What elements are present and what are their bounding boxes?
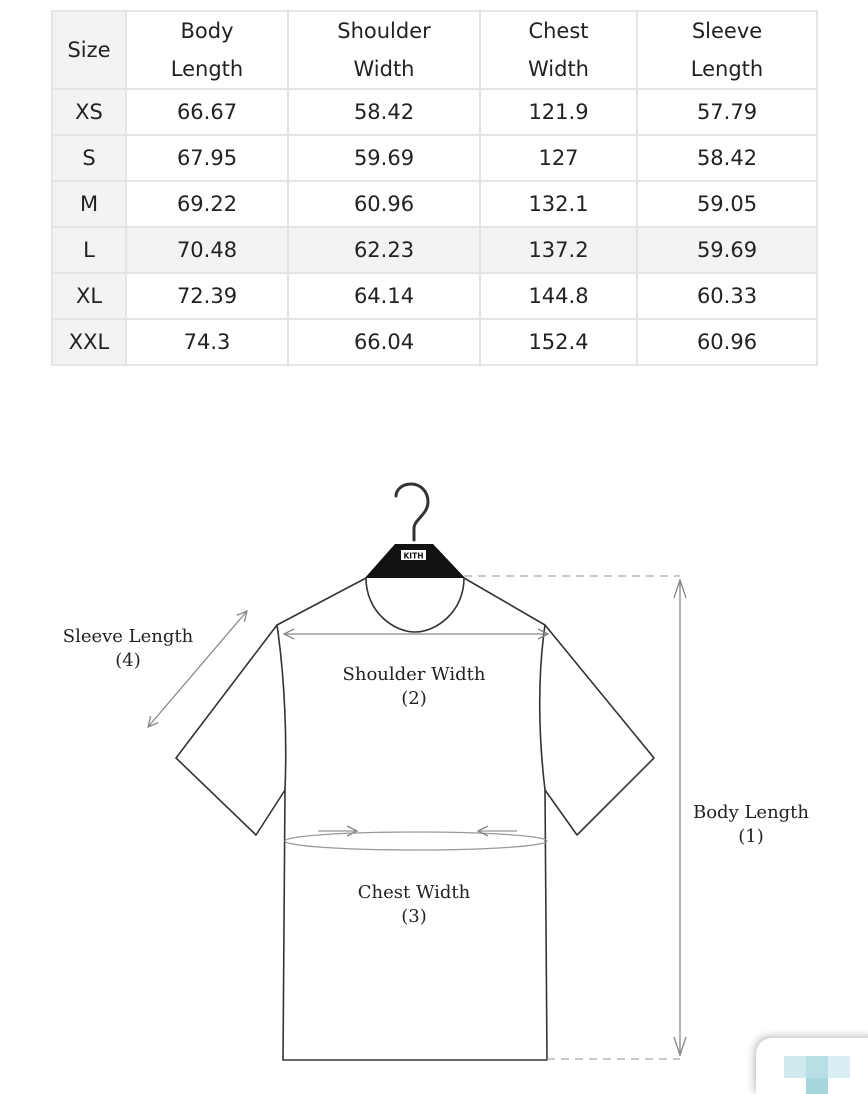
table-row-highlighted — [52, 227, 817, 273]
hanger-icon — [364, 484, 466, 579]
table-row — [52, 89, 817, 135]
size-cell: XS — [52, 89, 126, 135]
header-chest-width-line-1: Chest — [528, 19, 589, 43]
header-sleeve-length-line-2: Length — [690, 57, 764, 81]
header-size-line-1: Size — [67, 38, 111, 62]
shoulder-width-cell: 59.69 — [288, 135, 480, 181]
chest-width-label: Chest Width — [357, 882, 471, 903]
table-row — [52, 273, 817, 319]
header-chest-width-line-2: Width — [527, 57, 589, 81]
size-cell: S — [52, 135, 126, 181]
sleeve-length-number: (4) — [115, 650, 141, 671]
size-cell: L — [52, 227, 126, 273]
body-length-cell: 69.22 — [126, 181, 288, 227]
chest-width-indicator — [285, 831, 547, 850]
header-shoulder-width-line-1: Shoulder — [337, 19, 431, 43]
body-length-indicator — [464, 576, 680, 1059]
table-row — [52, 135, 817, 181]
shoulder-width-label: Shoulder Width — [342, 664, 486, 685]
size-chart-table — [51, 10, 818, 366]
header-sleeve-length-line-1: Sleeve — [691, 19, 763, 43]
header-body-length-line-1: Body — [180, 19, 234, 43]
sleeve-length-cell: 59.05 — [637, 181, 817, 227]
body-length-number: (1) — [738, 826, 764, 847]
shoulder-width-cell: 62.23 — [288, 227, 480, 273]
sleeve-length-cell: 60.33 — [637, 273, 817, 319]
size-cell: M — [52, 181, 126, 227]
chest-width-number: (3) — [401, 906, 427, 927]
body-length-label: Body Length — [692, 802, 810, 823]
sleeve-length-cell: 57.79 — [637, 89, 817, 135]
table-row — [52, 181, 817, 227]
header-body-length — [126, 11, 288, 89]
header-chest-width — [480, 11, 637, 89]
body-length-cell: 67.95 — [126, 135, 288, 181]
chest-width-cell: 121.9 — [480, 89, 637, 135]
shoulder-width-number: (2) — [401, 688, 427, 709]
widget-icon-part — [806, 1078, 828, 1094]
sleeve-length-cell: 59.69 — [637, 227, 817, 273]
chest-width-cell: 127 — [480, 135, 637, 181]
shoulder-width-cell: 58.42 — [288, 89, 480, 135]
chest-width-cell: 132.1 — [480, 181, 637, 227]
chest-width-cell: 137.2 — [480, 227, 637, 273]
sleeve-length-cell: 58.42 — [637, 135, 817, 181]
header-shoulder-width — [288, 11, 480, 89]
shoulder-width-cell: 64.14 — [288, 273, 480, 319]
widget-icon-part — [828, 1056, 850, 1078]
header-sleeve-length — [637, 11, 817, 89]
body-length-cell: 66.67 — [126, 89, 288, 135]
sleeve-length-label: Sleeve Length — [62, 626, 194, 647]
tshirt-outline — [176, 578, 654, 1060]
table-header-row — [52, 11, 817, 89]
widget-icon-part — [806, 1056, 828, 1078]
widget-icon — [784, 1056, 806, 1078]
table-row — [52, 319, 817, 365]
chest-width-cell: 144.8 — [480, 273, 637, 319]
shoulder-width-cell: 60.96 — [288, 181, 480, 227]
shoulder-width-cell: 66.04 — [288, 319, 480, 365]
header-shoulder-width-line-2: Width — [353, 57, 415, 81]
brand-tag-text: KITH — [403, 551, 424, 561]
body-length-cell: 74.3 — [126, 319, 288, 365]
tshirt-measurement-diagram — [0, 380, 868, 1080]
header-size — [52, 11, 126, 89]
body-length-cell: 70.48 — [126, 227, 288, 273]
size-cell: XL — [52, 273, 126, 319]
sleeve-length-cell: 60.96 — [637, 319, 817, 365]
size-cell: XXL — [52, 319, 126, 365]
header-body-length-line-2: Length — [170, 57, 244, 81]
floating-chat-widget[interactable] — [756, 1038, 868, 1094]
body-length-cell: 72.39 — [126, 273, 288, 319]
chest-width-cell: 152.4 — [480, 319, 637, 365]
